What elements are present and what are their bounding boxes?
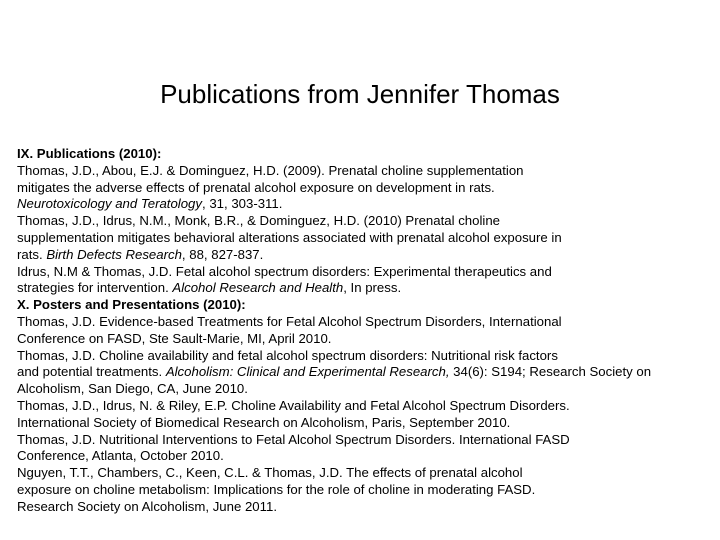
- text-segment: exposure on choline metabolism: Implications for the role of choline in moderating FASD.: [17, 481, 536, 497]
- journal-title: Birth Defects Research: [46, 246, 182, 262]
- text-segment: Idrus, N.M & Thomas, J.D. Fetal alcohol spectrum disorders: Experimental therapeutics and: [17, 263, 552, 279]
- text-segment: Nguyen, T.T., Chambers, C., Keen, C.L. & Thomas, J.D. The effects of prenatal alcohol: [17, 465, 523, 481]
- text-line: [17, 213, 717, 230]
- text-line: [17, 163, 717, 180]
- text-line: [17, 264, 717, 281]
- text-segment: Conference on FASD, Ste Sault-Marie, MI, April 2010.: [17, 330, 332, 346]
- text-line: [17, 331, 717, 348]
- text-segment: Thomas, J.D. Nutritional Interventions to Fetal Alcohol Spectrum Disorders. International FASD: [17, 431, 570, 447]
- text-line: [17, 314, 717, 331]
- text-segment: 34(6): S194; Research Society on: [449, 364, 652, 380]
- text-segment: X. Posters and Presentations (2010):: [17, 297, 246, 313]
- section-heading: [17, 146, 717, 163]
- text-line: [17, 465, 717, 482]
- text-segment: Research Society on Alcoholism, June 2011.: [17, 498, 277, 514]
- journal-title: Neurotoxicology and Teratology: [17, 196, 202, 212]
- page-title: Publications from Jennifer Thomas: [160, 79, 560, 109]
- text-line: [17, 415, 717, 432]
- text-segment: Thomas, J.D. Evidence-based Treatments for Fetal Alcohol Spectrum Disorders, International: [17, 313, 562, 329]
- publication-list: [17, 146, 717, 516]
- text-line: [17, 196, 717, 213]
- text-line: [17, 230, 717, 247]
- journal-title: Alcoholism: Clinical and Experimental Research,: [165, 364, 450, 380]
- text-segment: Thomas, J.D., Abou, E.J. & Dominguez, H.D. (2009). Prenatal choline supplementation: [17, 162, 524, 178]
- text-line: [17, 247, 717, 264]
- text-segment: mitigates the adverse effects of prenatal alcohol exposure on development in rats.: [17, 179, 495, 195]
- text-segment: and potential treatments.: [17, 364, 166, 380]
- text-segment: supplementation mitigates behavioral alterations associated with prenatal alcohol exposure in: [17, 229, 562, 245]
- text-segment: Thomas, J.D., Idrus, N. & Riley, E.P. Choline Availability and Fetal Alcohol Spectrum Disorders.: [17, 397, 570, 413]
- text-segment: , In press.: [343, 280, 402, 296]
- text-segment: Alcoholism, San Diego, CA, June 2010.: [17, 381, 248, 397]
- text-line: [17, 432, 717, 449]
- journal-title: Alcohol Research and Health: [172, 280, 344, 296]
- text-line: [17, 348, 717, 365]
- text-segment: , 88, 827-837.: [181, 246, 264, 262]
- text-segment: Thomas, J.D., Idrus, N.M., Monk, B.R., & Dominguez, H.D. (2010) Prenatal choline: [17, 213, 500, 229]
- text-segment: Thomas, J.D. Choline availability and fetal alcohol spectrum disorders: Nutritional risk factors: [17, 347, 558, 363]
- text-segment: International Society of Biomedical Research on Alcoholism, Paris, September 2010.: [17, 414, 511, 430]
- text-line: [17, 398, 717, 415]
- text-line: [17, 482, 717, 499]
- text-line: [17, 448, 717, 465]
- text-segment: rats.: [17, 246, 47, 262]
- text-line: [17, 381, 717, 398]
- text-segment: IX. Publications (2010):: [17, 146, 162, 161]
- text-segment: Conference, Atlanta, October 2010.: [17, 448, 224, 464]
- text-line: [17, 180, 717, 197]
- text-segment: strategies for intervention.: [17, 280, 173, 296]
- text-segment: , 31, 303-311.: [202, 196, 283, 212]
- section-heading: [17, 297, 717, 314]
- text-line: [17, 280, 717, 297]
- text-line: [17, 499, 717, 516]
- text-line: [17, 364, 717, 381]
